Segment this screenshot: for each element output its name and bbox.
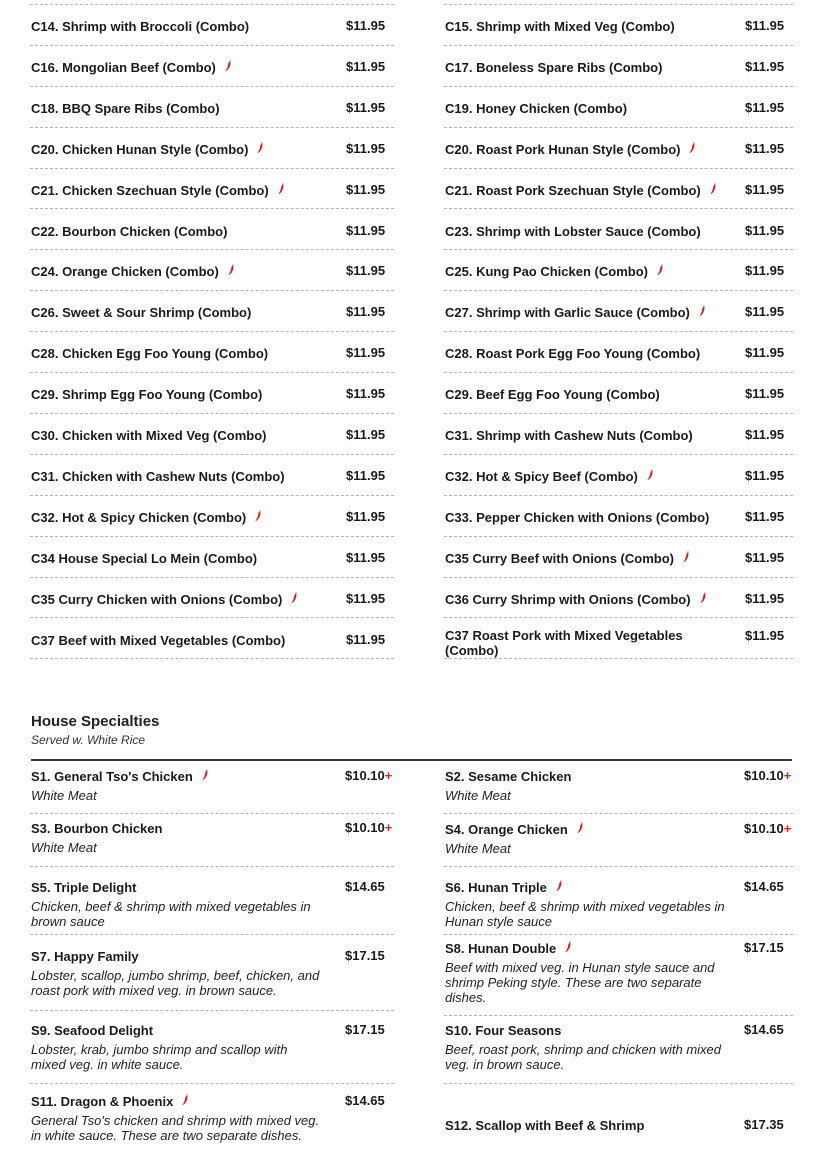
menu-item-row[interactable] [30,1084,394,1151]
item-price [345,879,385,894]
item-name: C28. Chicken Egg Foo Young (Combo) [31,346,269,362]
item-price: $11.95 [745,427,785,442]
price-value: $17.15 [345,1022,385,1037]
item-name: C26. Sweet & Sour Shrimp (Combo) [31,305,252,321]
menu-item-row[interactable] [444,373,793,414]
menu-item-row[interactable] [30,455,394,496]
menu-item-row[interactable] [444,5,793,46]
item-price: $11.95 [745,345,785,361]
menu-item-row[interactable] [444,250,793,291]
item-name: C35 Curry Beef with Onions (Combo) [445,551,725,566]
item-name: C37 Beef with Mixed Vegetables (Combo) [31,632,286,648]
item-name: C19. Honey Chicken (Combo) [445,100,628,116]
chili-pepper-icon [699,592,707,604]
item-name: C29. Beef Egg Foo Young (Combo) [445,387,660,403]
menu-item-row[interactable] [444,87,793,128]
item-price: $11.95 [346,58,386,74]
item-price: $11.95 [346,427,386,442]
menu-item-row[interactable] [444,169,793,210]
menu-item-row[interactable] [30,935,394,1011]
menu-item-row[interactable] [30,250,394,291]
chili-pepper-icon [256,142,264,154]
menu-item-row[interactable] [30,46,394,87]
item-name: C20. Chicken Hunan Style (Combo) [31,142,331,157]
menu-item-row[interactable] [444,867,793,935]
item-price: $11.95 [745,386,785,402]
chili-pepper-icon [290,592,298,604]
item-price: $11.95 [346,345,386,361]
item-price [345,820,392,835]
item-name: C37 Roast Pork with Mixed Vegetables (Combo) [445,627,683,658]
item-name: C31. Shrimp with Cashew Nuts (Combo) [445,428,693,443]
item-price [345,768,392,783]
menu-item-row[interactable] [444,128,793,169]
price-value: $17.35 [744,1117,784,1132]
menu-item-row[interactable] [444,814,793,867]
item-price: $11.95 [346,99,386,115]
item-name: C23. Shrimp with Lobster Sauce (Combo) [445,223,701,239]
item-name: C18. BBQ Spare Ribs (Combo) [31,100,220,116]
price-value: $10.10 [345,820,385,835]
price-value: $10.10 [744,768,784,783]
menu-item-row[interactable] [30,128,394,169]
item-description: Chicken, beef & shrimp with mixed vegetables in brown sauce [31,899,311,929]
item-name: S3. Bourbon Chicken [31,821,163,836]
menu-item-row[interactable] [444,1016,793,1084]
item-price: $11.95 [745,99,785,115]
item-price: $11.95 [745,263,785,279]
price-value: $10.10 [744,821,784,836]
price-plus: + [384,768,393,783]
menu-item-row[interactable] [30,291,394,332]
item-name: S2. Sesame Chicken [445,769,572,784]
house-list-right [444,761,793,1151]
menu-item-row[interactable] [30,169,394,210]
item-name: C17. Boneless Spare Ribs (Combo) [445,59,663,75]
item-name: S10. Four Seasons [445,1023,562,1038]
item-price: $11.95 [346,467,386,483]
menu-item-row[interactable] [444,619,793,660]
item-price [744,1117,784,1132]
item-price: $11.95 [346,140,386,156]
item-price: $11.95 [346,263,386,279]
item-price: $11.95 [745,508,785,524]
menu-item-row[interactable] [30,5,394,46]
item-description: White Meat [31,840,97,855]
item-price: $11.95 [745,222,785,238]
chili-pepper-icon [181,1094,189,1106]
menu-item-row[interactable] [444,537,793,578]
menu-item-row[interactable] [444,761,793,814]
item-name: C29. Shrimp Egg Foo Young (Combo) [31,387,263,403]
chili-pepper-icon [227,264,235,276]
item-price: $11.95 [745,58,785,74]
menu-item-row[interactable] [444,935,793,1016]
item-name: C20. Roast Pork Hunan Style (Combo) [445,142,725,157]
chili-pepper-icon [277,183,285,195]
combo-list-left [30,0,394,670]
item-name: S8. Hunan Double [445,941,572,956]
item-price: $11.95 [745,181,785,197]
item-price [744,879,784,894]
chili-pepper-icon [709,183,717,195]
menu-item-row[interactable] [30,761,394,814]
item-price: $11.95 [745,304,785,320]
item-description: Lobster, krab, jumbo shrimp and scallop with mixed veg. in white sauce. [31,1042,288,1072]
item-name: S11. Dragon & Phoenix [31,1094,189,1109]
item-price: $11.95 [745,140,785,156]
item-price: $11.95 [745,549,785,565]
item-name: C32. Hot & Spicy Chicken (Combo) [31,510,331,525]
chili-pepper-icon [201,769,209,781]
chili-pepper-icon [555,880,563,892]
menu-item-row[interactable] [444,332,793,373]
house-list-left [30,761,394,1151]
item-price [744,940,784,955]
item-price: $11.95 [745,627,785,643]
item-price: $11.95 [346,549,386,565]
item-price [345,948,385,963]
menu-item-row[interactable] [30,210,394,251]
menu-item-row[interactable] [30,87,394,128]
item-name: C22. Bourbon Chicken (Combo) [31,223,228,239]
item-name: C30. Chicken with Mixed Veg (Combo) [31,428,267,443]
item-price: $11.95 [346,18,386,33]
item-name: C33. Pepper Chicken with Onions (Combo) [445,509,710,525]
menu-item-row[interactable] [444,455,793,496]
menu-item-row[interactable] [444,578,793,619]
menu-item-row[interactable] [444,1084,793,1151]
menu-item-row[interactable] [444,414,793,455]
chili-pepper-icon [698,305,706,317]
item-name: S7. Happy Family [31,949,139,964]
menu-item-row[interactable] [30,332,394,373]
item-name: C15. Shrimp with Mixed Veg (Combo) [445,19,675,34]
item-price: $11.95 [346,386,386,402]
item-price: $11.95 [745,467,785,483]
item-name: S1. General Tso's Chicken [31,769,209,784]
item-price [345,1093,385,1108]
price-plus: + [783,821,792,836]
price-value: $14.65 [744,1022,784,1037]
chili-pepper-icon [688,142,696,154]
menu-item-row[interactable] [30,1011,394,1084]
item-price: $11.95 [346,222,386,238]
item-price [744,768,791,783]
item-price: $11.95 [346,508,386,524]
menu-item-row[interactable] [30,867,394,935]
chili-pepper-icon [646,469,654,481]
item-description: Beef, roast pork, shrimp and chicken with mixed veg. in brown sauce. [445,1042,722,1072]
item-name: S5. Triple Delight [31,880,137,895]
item-name: C32. Hot & Spicy Beef (Combo) [445,469,725,484]
combo-list-right [444,0,793,670]
item-name: C25. Kung Pao Chicken (Combo) [445,264,725,279]
item-price: $11.95 [745,590,785,606]
item-description: Lobster, scallop, jumbo shrimp, beef, chicken, and roast pork with mixed veg. in brown sauce. [31,968,320,998]
menu-item-row[interactable] [444,291,793,332]
item-description: Beef with mixed veg. in Hunan style sauce and shrimp Peking style. These are two separate dishes. [445,960,715,1005]
chili-pepper-icon [564,941,572,953]
item-price: $11.95 [346,181,386,197]
menu-item-row[interactable] [30,414,394,455]
chili-pepper-icon [576,822,584,834]
price-plus: + [783,768,792,783]
item-name: S9. Seafood Delight [31,1023,154,1038]
item-description: General Tso's chicken and shrimp with mixed veg. in white sauce. These are two separate dishes. [31,1113,320,1143]
menu-item-row[interactable] [444,46,793,87]
item-price [345,1022,385,1037]
menu-item-row[interactable] [30,496,394,537]
item-name: S12. Scallop with Beef & Shrimp [445,1118,645,1133]
menu-item-row[interactable] [30,814,394,867]
item-name: C34 House Special Lo Mein (Combo) [31,550,258,566]
price-value: $17.15 [744,940,784,955]
item-name: C16. Mongolian Beef (Combo) [31,60,331,75]
menu-item-row[interactable] [30,578,394,619]
item-name: C21. Roast Pork Szechuan Style (Combo) [445,183,725,198]
chili-pepper-icon [656,264,664,276]
item-name: C24. Orange Chicken (Combo) [31,264,331,279]
item-name: C28. Roast Pork Egg Foo Young (Combo) [445,346,701,362]
price-value: $10.10 [345,768,385,783]
menu-item-row[interactable] [444,496,793,537]
price-value: $17.15 [345,948,385,963]
item-name: C36 Curry Shrimp with Onions (Combo) [445,592,725,607]
price-plus: + [384,820,393,835]
item-description: Chicken, beef & shrimp with mixed vegetables in Hunan style sauce [445,899,725,929]
price-value: $14.65 [744,879,784,894]
menu-item-row[interactable] [30,373,394,414]
price-value: $14.65 [345,879,385,894]
item-name: C27. Shrimp with Garlic Sauce (Combo) [445,305,725,320]
menu-item-row[interactable] [30,537,394,578]
item-price: $11.95 [346,631,386,647]
item-price: $11.95 [346,304,386,320]
section-title: House Specialties [31,713,160,730]
item-name: C14. Shrimp with Broccoli (Combo) [31,19,250,34]
item-price: $11.95 [745,18,785,33]
menu-item-row[interactable] [444,210,793,251]
item-name: C35 Curry Chicken with Onions (Combo) [31,592,331,607]
item-price: $11.95 [346,590,386,606]
item-price [744,1022,784,1037]
section-subtitle: Served w. White Rice [31,733,146,747]
item-description: White Meat [31,788,97,803]
item-name: S6. Hunan Triple [445,880,563,895]
item-price [744,821,791,836]
item-name: C31. Chicken with Cashew Nuts (Combo) [31,468,285,484]
item-description: White Meat [445,841,511,856]
chili-pepper-icon [254,510,262,522]
item-description: White Meat [445,788,511,803]
item-name: S4. Orange Chicken [445,822,584,837]
chili-pepper-icon [224,60,232,72]
menu-item-row[interactable] [30,619,394,660]
chili-pepper-icon [682,551,690,563]
item-name: C21. Chicken Szechuan Style (Combo) [31,183,331,198]
price-value: $14.65 [345,1093,385,1108]
